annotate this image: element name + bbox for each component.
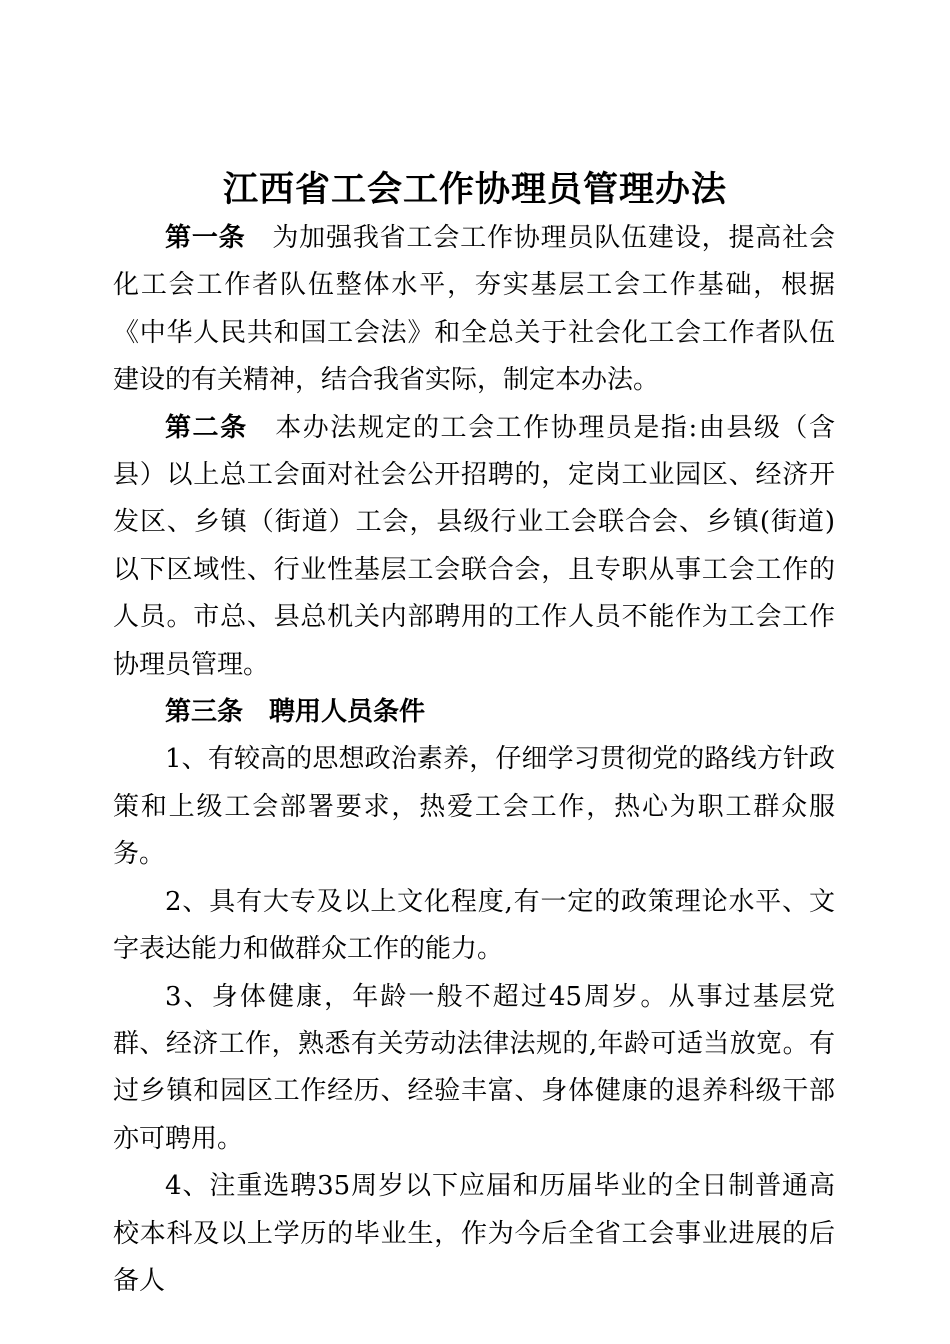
article-3 xyxy=(113,689,835,736)
article-2 xyxy=(113,405,835,689)
document-body xyxy=(113,215,835,1305)
list-item: 2、具有大专及以上文化程度,有一定的政策理论水平、文字表达能力和做群众工作的能力。 xyxy=(113,886,835,965)
list-item: 3、身体健康，年龄一般不超过45周岁。从事过基层党群、经济工作，熟悉有关劳动法律法规的,年龄可适当放宽。有过乡镇和园区工作经历、经验丰富、身体健康的退养科级干部亦可聘用。 xyxy=(113,981,835,1154)
article-2-text: 本办法规定的工会工作协理员是指:由县级（含县）以上总工会面对社会公开招聘的，定岗工业园区、经济开发区、乡镇（街道）工会，县级行业工会联合会、乡镇(街道)以下区域性、行业性基层工会联合会，且专职从事工会工作的人员。市总、县总机关内部聘用的工作人员不能作为工会工作协理员管理。 xyxy=(113,412,835,680)
article-1-text: 为加强我省工会工作协理员队伍建设，提高社会化工会工作者队伍整体水平，夯实基层工会工作基础，根据《中华人民共和国工会法》和全总关于社会化工会工作者队伍建设的有关精神，结合我省实际，制定本办法。 xyxy=(113,223,835,396)
article-3-text: 聘用人员条件 xyxy=(269,697,426,728)
document-title: 江西省工会工作协理员管理办法 xyxy=(222,169,727,210)
list-item: 4、注重选聘35周岁以下应届和历届毕业的全日制普通高校本科及以上学历的毕业生，作为今后全省工会事业进展的后备人 xyxy=(113,1171,835,1296)
article-2-heading: 第二条 xyxy=(165,412,248,443)
article-1 xyxy=(113,215,835,405)
article-3-heading: 第三条 xyxy=(165,697,244,728)
article-1-heading: 第一条 xyxy=(165,223,246,253)
list-item: 1、有较高的思想政治素养，仔细学习贯彻党的路线方针政策和上级工会部署要求，热爱工会工作，热心为职工群众服务。 xyxy=(113,744,835,870)
